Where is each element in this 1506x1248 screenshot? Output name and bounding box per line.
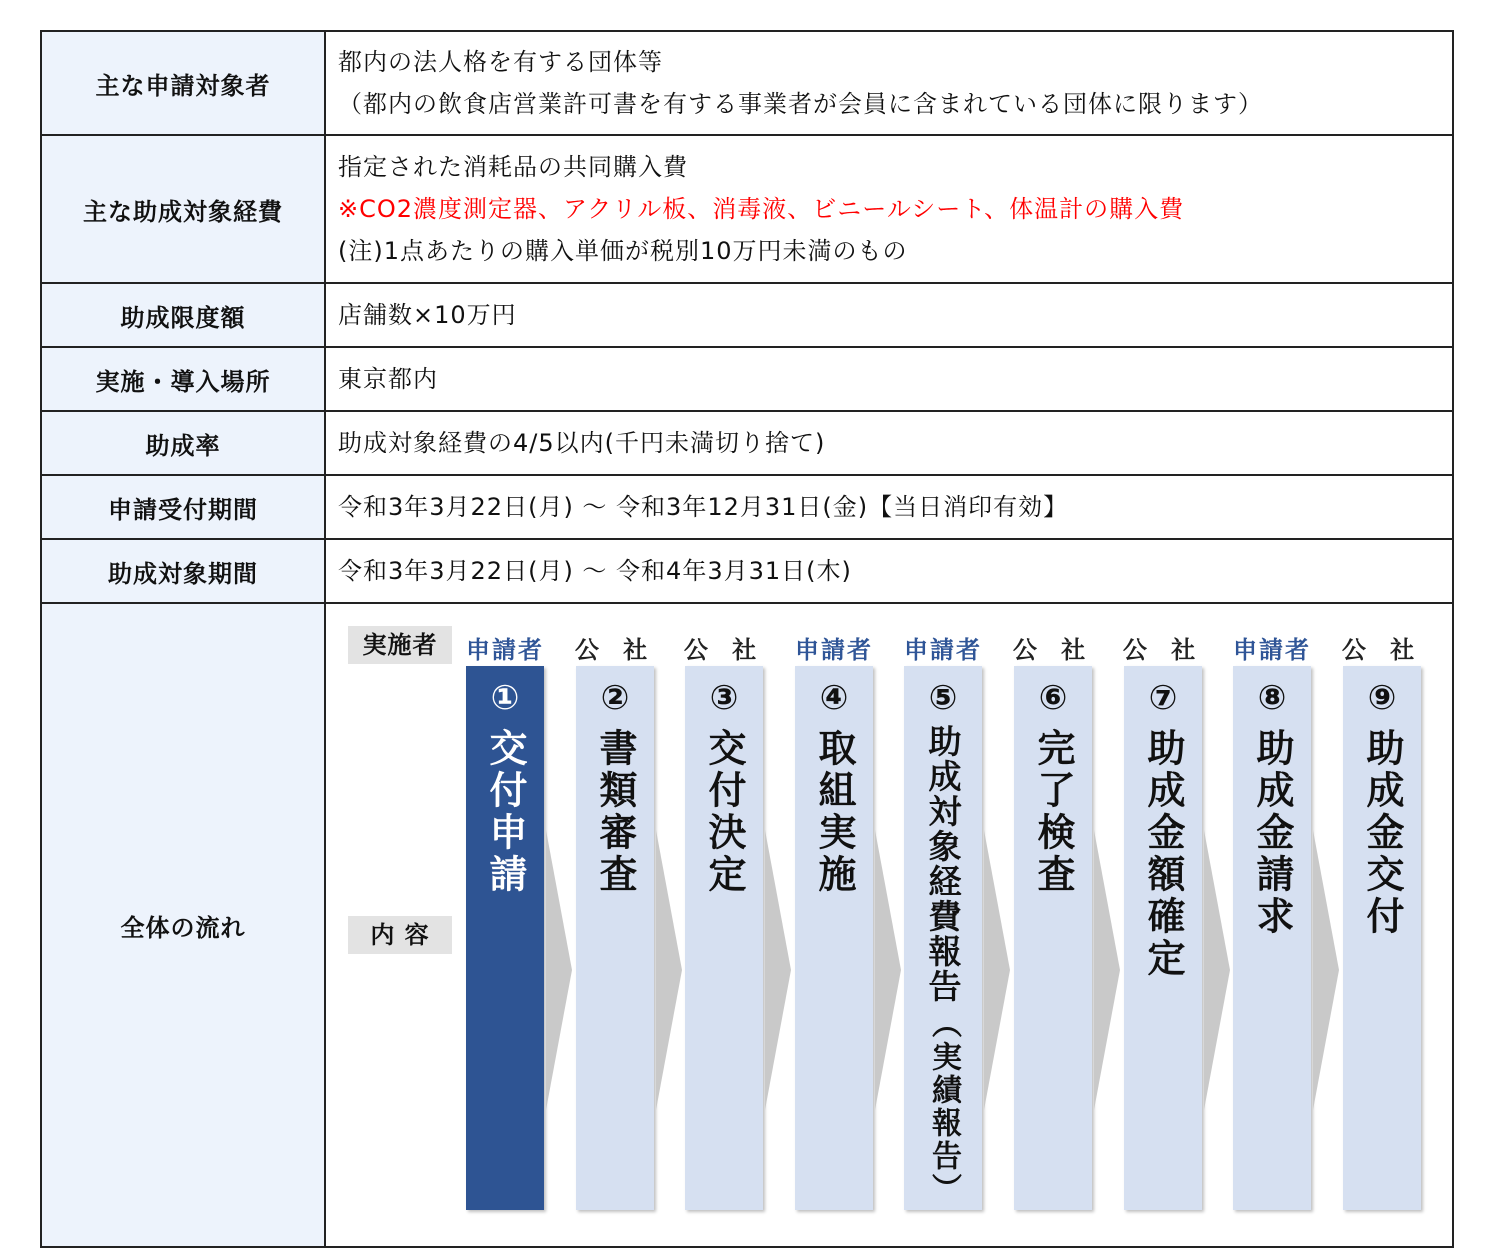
flow-arrow-icon: [1094, 830, 1120, 1110]
row-label-subsidy-period: 助成対象期間: [41, 539, 325, 603]
row-label-limit: 助成限度額: [41, 283, 325, 347]
step-actor-6: 公 社: [1012, 636, 1094, 664]
step-label: 助成金交付: [1360, 728, 1404, 938]
step-number: ①: [490, 678, 520, 718]
flow-diagram: [325, 603, 1453, 1247]
table-row: [41, 135, 1453, 283]
row-label-location: 実施・導入場所: [41, 347, 325, 411]
flow-arrow-icon: [546, 830, 572, 1110]
step-number: ②: [600, 678, 630, 718]
table-row: [41, 539, 1453, 603]
table-row: [41, 475, 1453, 539]
row-value-application-period: 令和3年3月22日(月) ～ 令和3年12月31日(金)【当日消印有効】: [325, 475, 1453, 539]
flow-step-5: [904, 666, 982, 1210]
step-number: ⑥: [1038, 678, 1068, 718]
step-actor-2: 公 社: [574, 636, 656, 664]
expenses-line-2-highlight: ※CO2濃度測定器、アクリル板、消毒液、ビニールシート、体温計の購入費: [338, 195, 1185, 223]
flow-step-8: [1233, 666, 1311, 1210]
row-value-applicant: [325, 31, 1453, 135]
flow-arrow-icon: [1204, 830, 1230, 1110]
flow-step-6: [1014, 666, 1092, 1210]
flow-arrow-icon: [1313, 830, 1339, 1110]
step-number: ⑧: [1257, 678, 1287, 718]
row-value-rate: 助成対象経費の4/5以内(千円未満切り捨て): [325, 411, 1453, 475]
step-sublabel: （実績報告）: [926, 1008, 961, 1206]
table-row: [41, 31, 1453, 135]
flow-step-2: [576, 666, 654, 1210]
table-row: [41, 603, 1453, 1247]
flow-step-7: [1124, 666, 1202, 1210]
step-label: 交付申請: [483, 728, 527, 896]
step-label: 助成金額確定: [1141, 728, 1185, 980]
row-value-expenses: [325, 135, 1453, 283]
step-label: 書類審査: [593, 728, 637, 896]
step-actor-7: 公 社: [1122, 636, 1204, 664]
step-actor-8: 申請者: [1233, 636, 1311, 664]
step-number: ⑨: [1367, 678, 1397, 718]
flow-step-1: [466, 666, 544, 1210]
row-value-limit: 店舗数×10万円: [325, 283, 1453, 347]
applicant-line-2: （都内の飲食店営業許可書を有する事業者が会員に含まれている団体に限ります）: [338, 90, 1263, 118]
expenses-line-1: 指定された消耗品の共同購入費: [338, 153, 688, 181]
expenses-line-3: (注)1点あたりの購入単価が税別10万円未満のもの: [338, 237, 908, 265]
flow-arrow-icon: [984, 830, 1010, 1110]
step-actor-5: 申請者: [904, 636, 982, 664]
row-value-subsidy-period: 令和3年3月22日(月) ～ 令和4年3月31日(木): [325, 539, 1453, 603]
actor-tag: 実施者: [348, 626, 452, 664]
row-label-expenses: 主な助成対象経費: [41, 135, 325, 283]
content-tag: 内 容: [348, 916, 452, 954]
step-label: 助成金請求: [1250, 728, 1294, 938]
table-row: [41, 283, 1453, 347]
step-actor-4: 申請者: [795, 636, 873, 664]
row-value-location: 東京都内: [325, 347, 1453, 411]
step-label: 助成対象経費報告: [923, 724, 963, 1004]
row-label-flow: 全体の流れ: [41, 603, 325, 1247]
step-actor-1: 申請者: [466, 636, 544, 664]
flow-arrow-icon: [656, 830, 682, 1110]
applicant-line-1: 都内の法人格を有する団体等: [338, 48, 663, 76]
row-label-rate: 助成率: [41, 411, 325, 475]
subsidy-info-table: [40, 30, 1454, 1248]
flow-step-4: [795, 666, 873, 1210]
row-label-applicant: 主な申請対象者: [41, 31, 325, 135]
table-row: [41, 347, 1453, 411]
step-label: 取組実施: [812, 728, 856, 896]
step-number: ④: [819, 678, 849, 718]
flow-arrow-icon: [875, 830, 901, 1110]
step-label: 交付決定: [702, 728, 746, 896]
step-number: ③: [709, 678, 739, 718]
step-label: 完了検査: [1031, 728, 1075, 896]
step-actor-9: 公 社: [1341, 636, 1423, 664]
step-number: ⑦: [1148, 678, 1178, 718]
flow-step-3: [685, 666, 763, 1210]
flow-step-9: [1343, 666, 1421, 1210]
step-actor-3: 公 社: [683, 636, 765, 664]
step-number: ⑤: [928, 678, 958, 718]
table-row: [41, 411, 1453, 475]
flow-arrow-icon: [765, 830, 791, 1110]
row-label-application-period: 申請受付期間: [41, 475, 325, 539]
